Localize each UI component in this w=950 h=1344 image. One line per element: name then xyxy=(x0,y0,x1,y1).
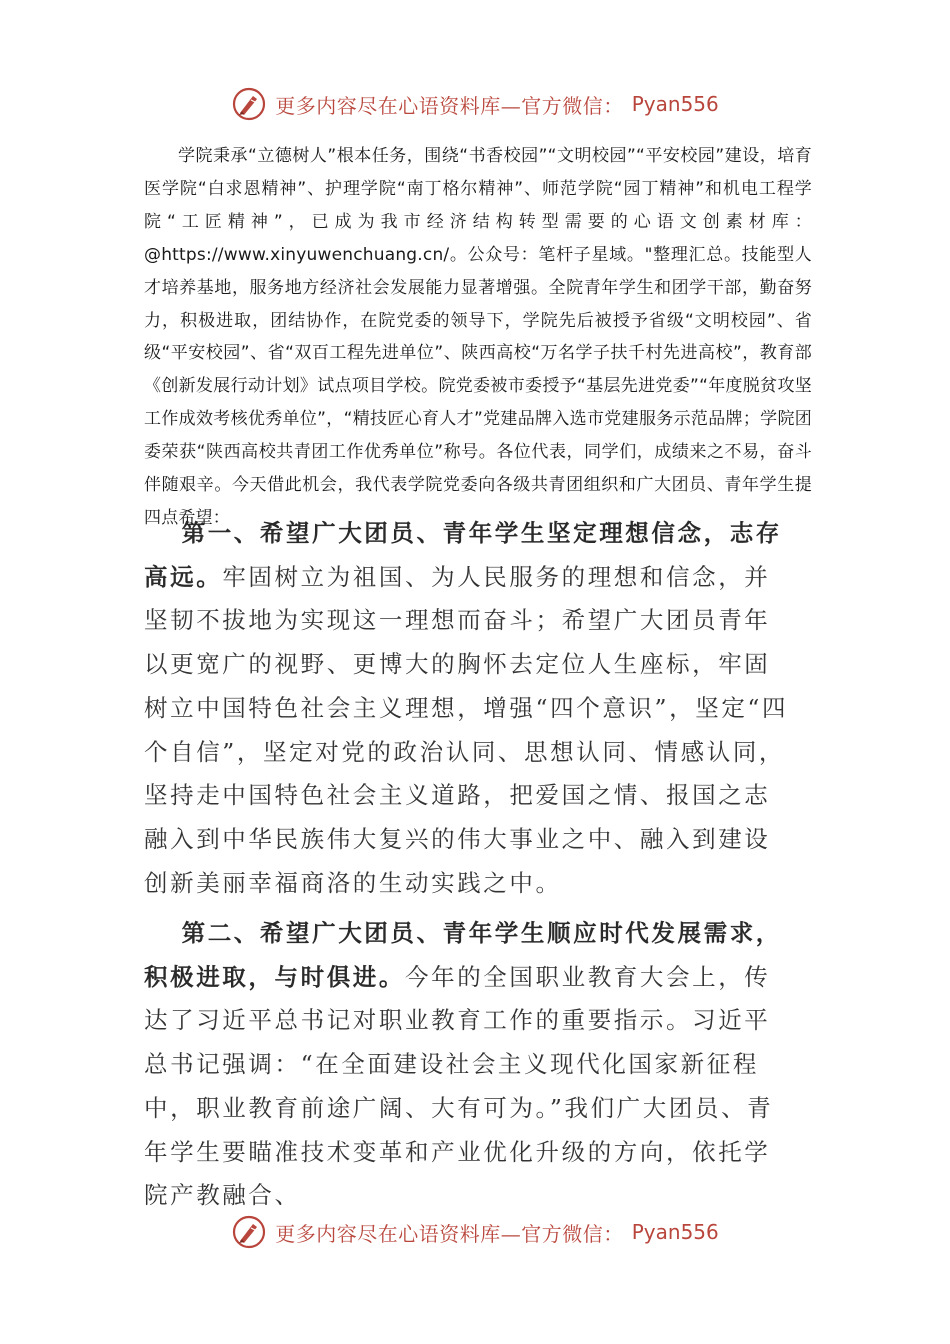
header-banner xyxy=(0,84,950,124)
paragraph-hope-one xyxy=(144,512,796,905)
hope-two-heading: 第二、希望广大团员、青年学生顺应时代发展需求，积极进取，与时俱进。 xyxy=(144,919,782,991)
banner-text: 更多内容尽在心语资料库—官方微信： xyxy=(275,1221,624,1246)
paragraph-hope-two xyxy=(144,912,796,1218)
banner-wechat-id: Pyan556 xyxy=(631,1220,719,1244)
pen-nib-logo-icon xyxy=(231,1214,267,1250)
paragraph-intro: 学院秉承“立德树人”根本任务，围绕“书香校园”“文明校园”“平安校园”建设，培育医学院“白求恩精神”、护理学院“南丁格尔精神”、师范学院“园丁精神”和机电工程学院“工匠精神”，已成为我市经济结构转型需要的心语文创素材库：@https://www.xinyuwenchuang.cn/。公众号：笔杆子星域。"整理汇总。技能型人才培养基地，服务地方经济社会发展能力显著增强。全院青年学生和团学干部，勤奋努力，积极进取，团结协作，在院党委的领导下，学院先后被授予省级“文明校园”、省级“平安校园”、省“双百工程先进单位”、陕西高校“万名学子扶千村先进高校”，教育部《创新发展行动计划》试点项目学校。院党委被市委授予“基层先进党委”“年度脱贫攻坚工作成效考核优秀单位”，“精技匠心育人才”党建品牌入选市党建服务示范品牌；学院团委荣获“陕西高校共青团工作优秀单位”称号。各位代表，同学们，成绩来之不易，奋斗伴随艰辛。今天借此机会，我代表学院党委向各级共青团组织和广大团员、青年学生提四点希望： xyxy=(144,146,812,528)
hope-two-body: 今年的全国职业教育大会上，传达了习近平总书记对职业教育工作的重要指示。习近平总书记强调：“在全面建设社会主义现代化国家新征程中，职业教育前途广阔、大有可为。”我们广大团员、青年学生要瞄准技术变革和产业优化升级的方向，依托学院产教融合、 xyxy=(144,962,774,1210)
hope-one-body: 牢固树立为祖国、为人民服务的理想和信念，并坚韧不拔地为实现这一理想而奋斗；希望广大团员青年以更宽广的视野、更博大的胸怀去定位人生座标，牢固树立中国特色社会主义理想，增强“四个意识”，坚定“四个自信”，坚定对党的政治认同、思想认同、情感认同，坚持走中国特色社会主义道路，把爱国之情、报国之志融入到中华民族伟大复兴的伟大事业之中、融入到建设创新美丽幸福商洛的生动实践之中。 xyxy=(144,562,789,897)
banner-wechat-id: Pyan556 xyxy=(631,92,719,116)
pen-nib-logo-icon xyxy=(231,86,267,122)
banner-text: 更多内容尽在心语资料库—官方微信： xyxy=(275,93,624,118)
hope-one-heading: 第一、希望广大团员、青年学生坚定理想信念，志存高远。 xyxy=(144,519,782,591)
footer-banner xyxy=(0,1212,950,1252)
